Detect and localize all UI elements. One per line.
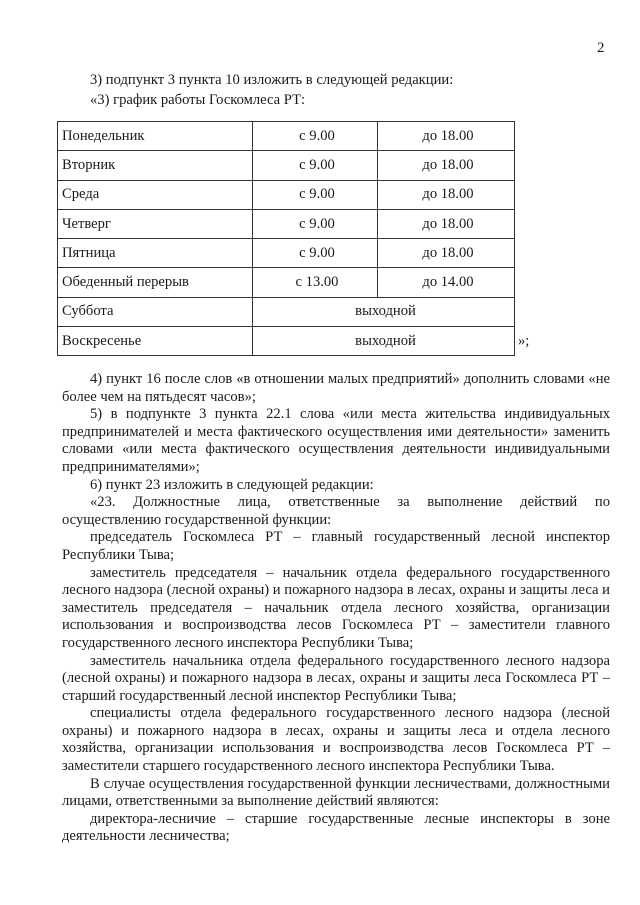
amendments-body [62,371,610,846]
day-cell: Вторник [58,151,253,180]
to-time-cell: до 14.00 [378,268,515,297]
paragraph: 6) пункт 23 изложить в следующей редакции: [90,476,374,493]
to-time-cell: до 18.00 [378,151,515,180]
paragraph: специалисты отдела федерального государственного лесного надзора (лесной охраны) и пожарного надзора в лесах, охраны и защиты леса и отдела лесного хозяйства, организации использования и воспроизводства лесов Госкомлеса РТ – заместители старшего государственного лесного инспектора Республики Тыва. [62,705,610,775]
paragraph: 4) пункт 16 после слов «в отношении малых предприятий» дополнить словами «не более чем на пятьдесят часов»; [62,371,610,405]
table-row [58,122,515,151]
table-row [58,327,515,356]
table-row [58,297,515,326]
day-off-cell: выходной [253,297,515,326]
amendment-item-3: 3) подпункт 3 пункта 10 изложить в следующей редакции: [90,72,454,88]
table-row [58,209,515,238]
to-time-cell: до 18.00 [378,209,515,238]
paragraph: «23. Должностные лица, ответственные за выполнение действий по осуществлению государственной функции: [62,494,610,528]
day-cell: Пятница [58,239,253,268]
table-row [58,151,515,180]
from-time-cell: с 9.00 [253,239,378,268]
day-cell: Среда [58,180,253,209]
to-time-cell: до 18.00 [378,180,515,209]
day-off-cell: выходной [253,327,515,356]
table-row [58,239,515,268]
from-time-cell: с 9.00 [253,180,378,209]
page-number: 2 [597,40,605,56]
from-time-cell: с 9.00 [253,209,378,238]
from-time-cell: с 9.00 [253,151,378,180]
from-time-cell: с 13.00 [253,268,378,297]
to-time-cell: до 18.00 [378,122,515,151]
table-row [58,180,515,209]
day-cell: Четверг [58,209,253,238]
day-cell: Воскресенье [58,327,253,356]
paragraph: В случае осуществления государственной функции лесничествами, должностными лицами, ответственными за выполнение действий являются: [62,775,610,810]
paragraph: заместитель начальника отдела федерального государственного лесного надзора (лесной охраны) и пожарного надзора в лесах, охраны и защиты леса Госкомлеса РТ – старший государственный лесной инспектор Республики Тыва; [62,652,610,704]
from-time-cell: с 9.00 [253,122,378,151]
schedule-table [57,121,515,356]
table-row [58,268,515,297]
table-closing-quote: »; [518,333,530,349]
paragraph: председатель Госкомлеса РТ – главный государственный лесной инспектор Республики Тыва; [62,529,610,563]
paragraph: заместитель председателя – начальник отдела федерального государственного лесного надзора (лесной охраны) и пожарного надзора в лесах, охраны и защиты леса и заместитель председателя – начальник отдела лесного хозяйства, организации использования и воспроизводства лесов Госкомлеса РТ – заместители главного государственного лесного инспектора Республики Тыва; [62,564,610,651]
to-time-cell: до 18.00 [378,239,515,268]
paragraph: директора-лесничие – старшие государственные лесные инспекторы в зоне деятельности лесничества; [62,810,610,845]
day-cell: Понедельник [58,122,253,151]
day-cell: Обеденный перерыв [58,268,253,297]
day-cell: Суббота [58,297,253,326]
schedule-title: «3) график работы Госкомлеса РТ: [90,92,306,108]
paragraph: 5) в подпункте 3 пункта 22.1 слова «или места жительства индивидуальных предпринимателей и места фактического осуществления ими деятельности» заменить словами «или места фактического осуществления деятельности индивидуальными предпринимателями»; [62,406,610,475]
